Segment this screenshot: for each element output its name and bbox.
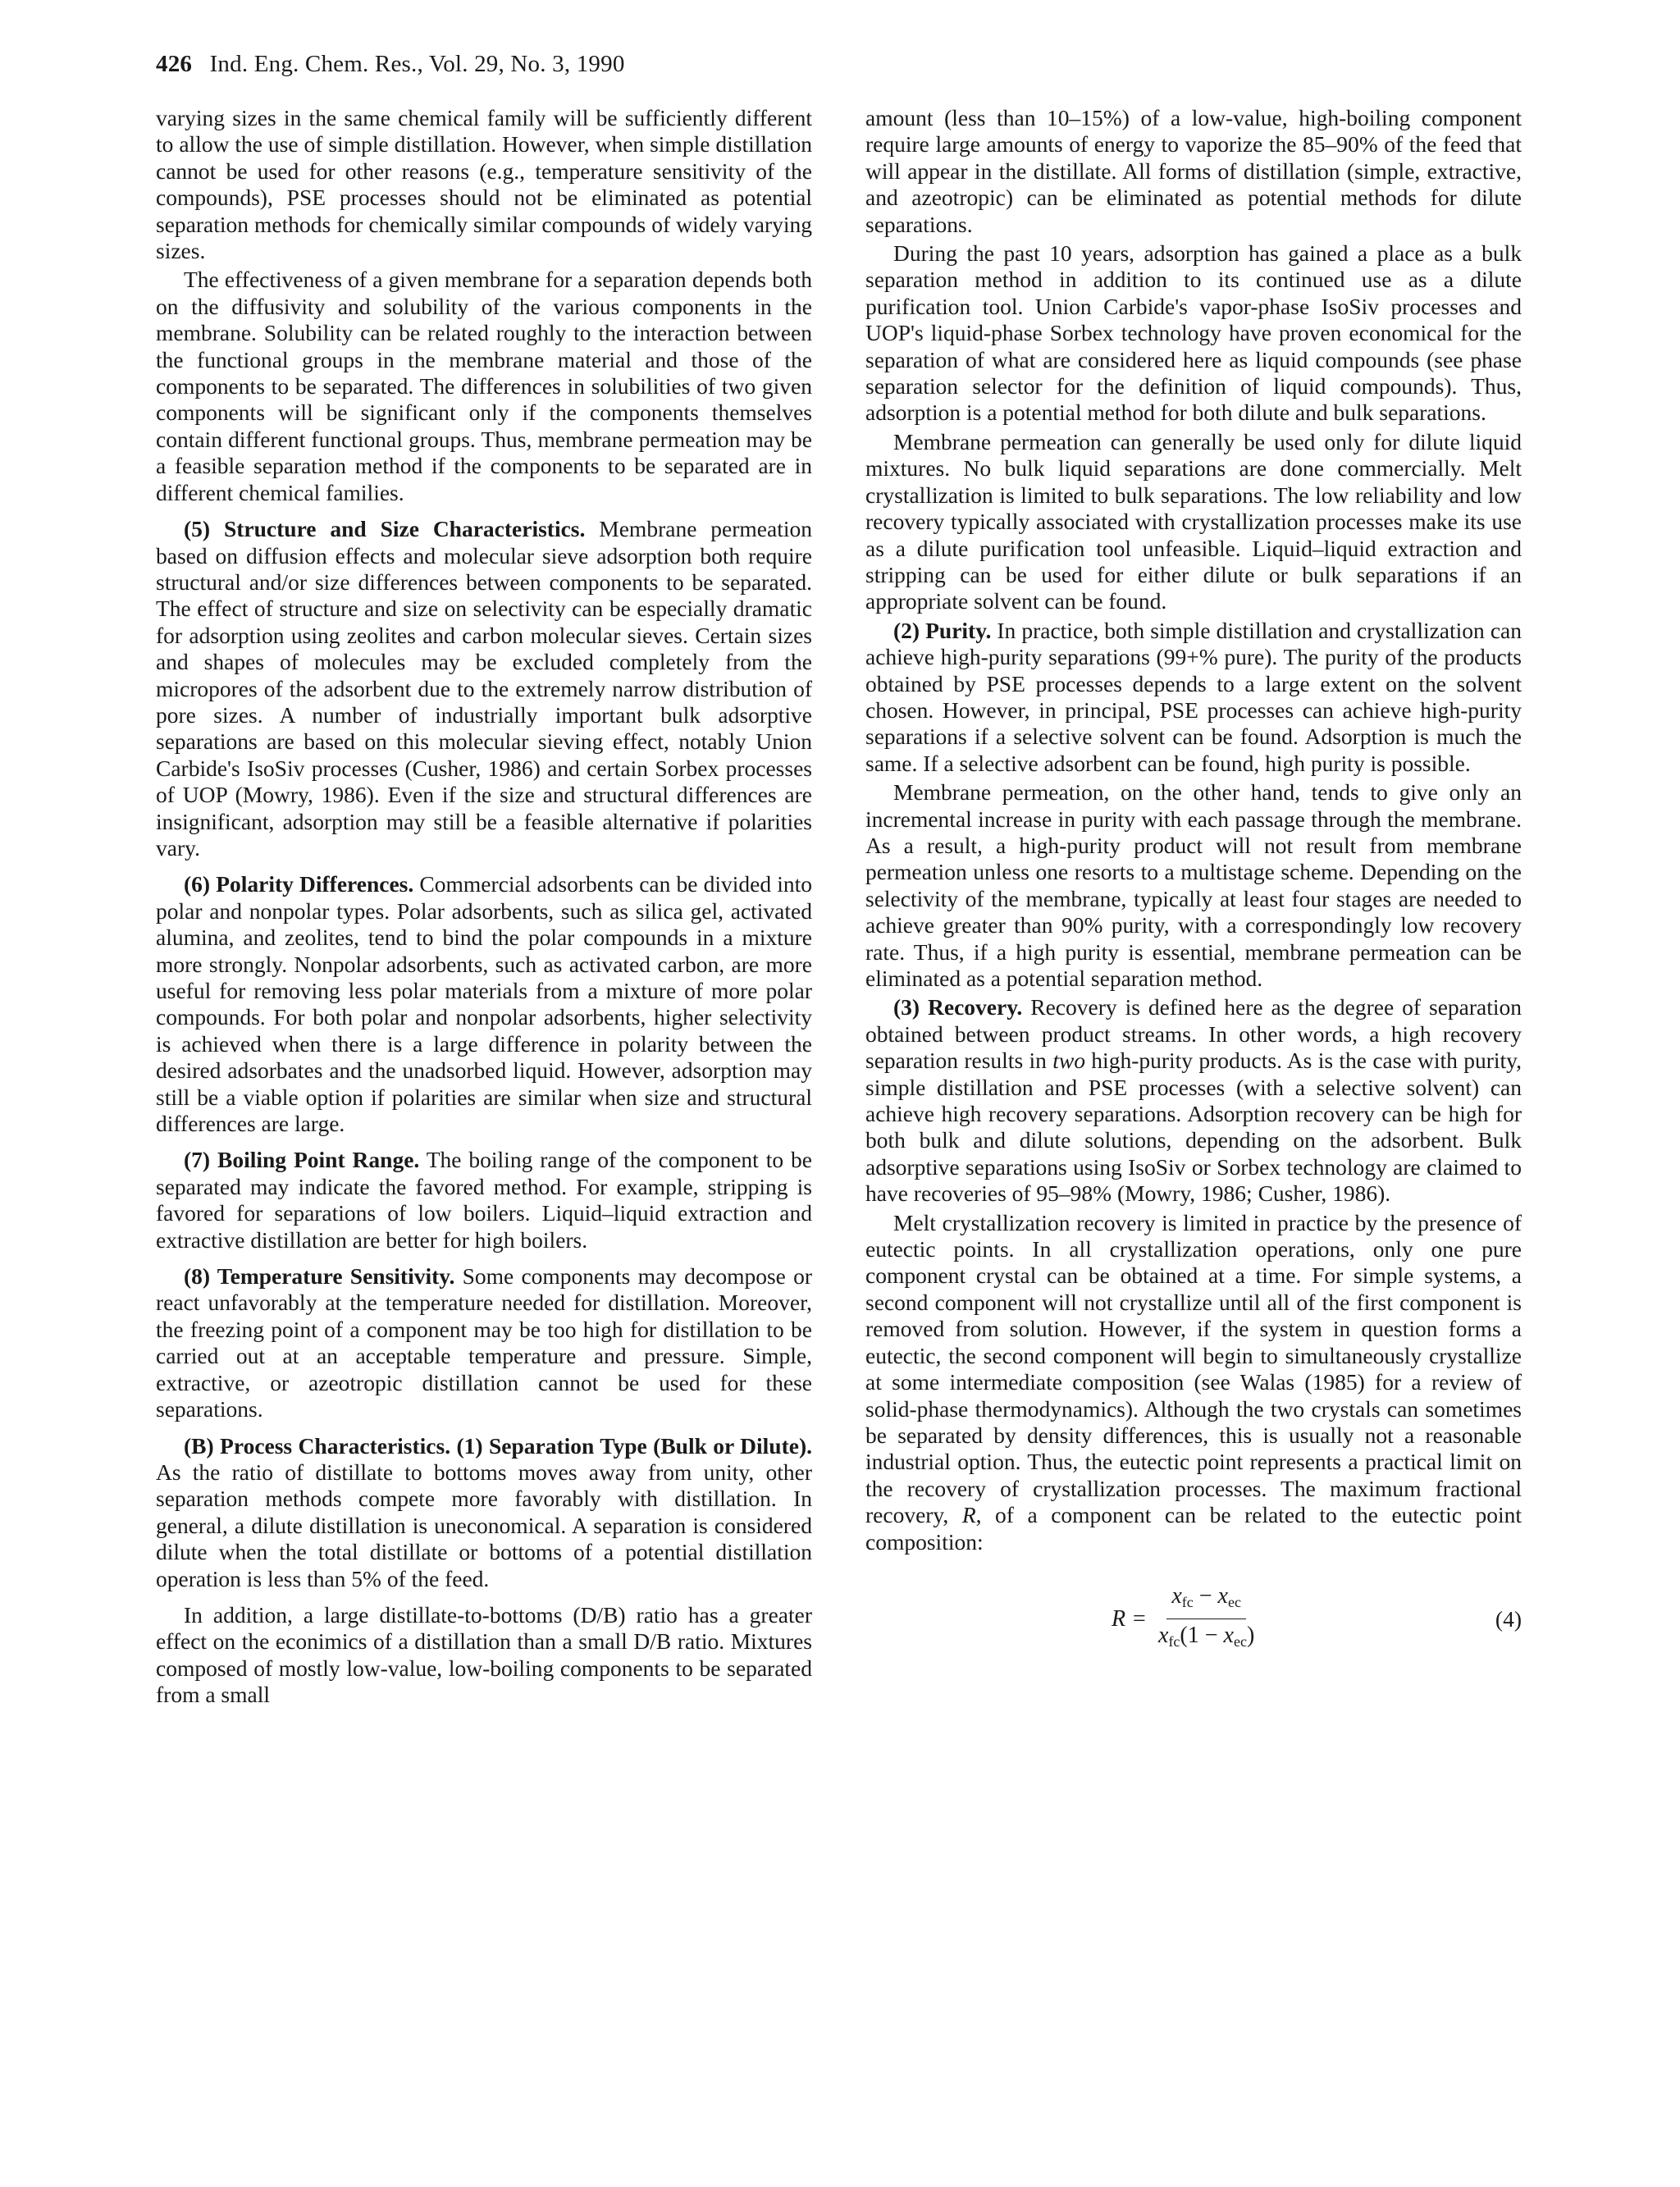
eq-var: x [1217, 1583, 1228, 1609]
equation-4 [865, 1580, 1522, 1659]
page-number: 426 [156, 51, 193, 77]
eq-sub: fc [1168, 1633, 1180, 1651]
section-heading: (5) Structure and Size Characteristics. [184, 516, 586, 542]
paragraph [865, 1210, 1522, 1555]
paragraph: amount (less than 10–15%) of a low-value, high-boiling component require large amounts of energy to vaporize the 85–90% of the feed that will appear in the distillate. All forms of distillation (simple, extractive, and azeotropic) can be eliminated as potential methods for dilute separations. [865, 105, 1522, 237]
section-text: The boiling range of the component to be separated may indicate the favored method. For example, stripping is favored for separations of low boilers. Liquid–liquid extraction and extractive distillation are better for high boilers. [156, 1147, 812, 1253]
section-recovery [865, 994, 1522, 1207]
section-text: In practice, both simple distillation and crystallization can achieve high-purity separations (99+% pure). The purity of the products obtained by PSE processes depends to a large extent on the solvent chosen. However, in principal, PSE processes can achieve high-purity separations if a selective solvent can be found. Adsorption is much the same. If a selective adsorbent can be found, high purity is possible. [865, 617, 1522, 776]
eq-op: − [1193, 1583, 1218, 1609]
paragraph: Membrane permeation, on the other hand, tends to give only an incremental increase in purity with each passage through the membrane. As a result, a high-purity product will not result from membrane permeation unless one resorts to a multistage scheme. Depending on the selectivity of the membrane, typically at least four stages are needed to achieve greater than 90% purity, with a correspondingly low recovery rate. Thus, if a high purity is essential, membrane permeation can be eliminated as a potential separation method. [865, 779, 1522, 991]
equation-denominator [1158, 1619, 1254, 1655]
section-heading: (2) Purity. [893, 617, 992, 643]
journal-citation: Ind. Eng. Chem. Res., Vol. 29, No. 3, 1990 [209, 51, 625, 77]
eq-var: x [1223, 1623, 1234, 1649]
eq-sub: fc [1181, 1594, 1194, 1611]
section-text: Commercial adsorbents can be divided into polar and nonpolar types. Polar adsorbents, such as silica gel, activated alumina, and zeolites, tend to bind the polar compounds in a mixture more strongly. Nonpolar adsorbents, such as activated carbon, are more useful for removing less polar materials from a mixture of more polar compounds. For both polar and nonpolar adsorbents, higher selectivity is achieved when there is a large difference in polarity between the desired adsorbates and the unadsorbed liquid. However, adsorption may still be a viable option if polarities are similar when size and structural differences are large. [156, 871, 812, 1137]
section-text: Membrane permeation based on diffusion effects and molecular sieve adsorption both require structural and/or size differences between components to be separated. The effect of structure and size on selectivity can be especially dramatic for adsorption using zeolites and carbon molecular sieves. Certain sizes and shapes of molecules may be excluded completely from the micropores of the adsorbent due to the extremely narrow distribution of pore sizes. A number of industrially important bulk adsorptive separations are based on this molecular sieving effect, notably Union Carbide's IsoSiv processes (Cusher, 1986) and certain Sorbex processes of UOP (Mowry, 1986). Even if the size and structural differences are insignificant, adsorption may still be a feasible alternative if polarities vary. [156, 516, 812, 861]
paragraph: In addition, a large distillate-to-bottoms (D/B) ratio has a greater effect on the econimics of a distillation than a small D/B ratio. Mixtures composed of mostly low-value, low-boiling components to be separated from a small [156, 1601, 812, 1708]
equation-lhs: R = [1112, 1605, 1147, 1632]
equation-body [1112, 1583, 1254, 1655]
section-temperature [156, 1263, 812, 1422]
emphasis: two [1052, 1048, 1085, 1074]
section-heading: (8) Temperature Sensitivity. [184, 1263, 455, 1290]
eq-sub: ec [1233, 1633, 1247, 1651]
section-heading: (B) Process Characteristics. (1) Separation Type (Bulk or Dilute). [184, 1432, 812, 1459]
paragraph-text: Melt crystallization recovery is limited in practice by the presence of eutectic points. In all crystallization operations, only one pure component crystal can be obtained at a time. For simple systems, a second component will not crystallize until all of the first component is removed from solution. However, if the system in question forms a eutectic, the second component will begin to simultaneously crystallize at some intermediate composition (see Walas (1985) for a review of solid-phase thermodynamics). Although the two crystals can sometimes be separated by density differences, this is usually not a reasonable industrial option. Thus, the eutectic point represents a practical limit on the recovery of crystallization processes. The maximum fractional recovery, [865, 1209, 1522, 1528]
paragraph-text: , of a component can be related to the eutectic point composition: [865, 1502, 1522, 1555]
section-heading: (3) Recovery. [893, 994, 1023, 1020]
section-text: high-purity products. As is the case with purity, simple distillation and PSE processes (with a selective solvent) can achieve high recovery separations. Adsorption recovery can be high for both bulk and dilute solutions, depending on the adsorbent. Bulk adsorptive separations using IsoSiv or Sorbex technology are claimed to have recoveries of 95–98% (Mowry, 1986; Cusher, 1986). [865, 1048, 1522, 1207]
eq-var: x [1171, 1583, 1182, 1609]
section-purity [865, 618, 1522, 777]
eq-sub: ec [1227, 1594, 1241, 1611]
paragraph: Membrane permeation can generally be used only for dilute liquid mixtures. No bulk liquid separations are done commercially. Melt crystallization is limited to bulk separations. The low reliability and low recovery typically associated with crystallization processes make its use as a dilute purification tool unfeasible. Liquid–liquid extraction and stripping can be used for either dilute or bulk separations if an appropriate solvent can be found. [865, 428, 1522, 614]
section-text: Some components may decompose or react unfavorably at the temperature needed for distillation. Moreover, the freezing point of a component may be too high for distillation to be carried out at an acceptable temperature and pressure. Simple, extractive, or azeotropic distillation cannot be used for these separations. [156, 1263, 813, 1422]
section-process-characteristics [156, 1433, 812, 1592]
equation-number: (4) [1495, 1605, 1522, 1632]
equation-numerator [1166, 1583, 1246, 1619]
section-boiling-point [156, 1147, 812, 1253]
paragraph: varying sizes in the same chemical family will be sufficiently different to allow the use of simple distillation. However, when simple distillation cannot be used for other reasons (e.g., temperature sensitivity of the compounds), PSE processes should not be eliminated as potential separation methods for chemically similar compounds of widely varying sizes. [156, 105, 812, 264]
section-text: Recovery is defined here as the degree of separation obtained between product streams. In other words, a high recovery separation results in [865, 994, 1522, 1074]
paragraph: The effectiveness of a given membrane for a separation depends both on the diffusivity and solubility of the various components in the membrane. Solubility can be related roughly to the interaction between the functional groups in the membrane material and those of the components to be separated. The differences in solubilities of two given components will be significant only if the components themselves contain different functional groups. Thus, membrane permeation may be a feasible separation method if the components to be separated are in different chemical families. [156, 267, 812, 505]
eq-op: (1 − [1180, 1623, 1224, 1649]
running-head [156, 51, 625, 78]
section-polarity [156, 871, 812, 1137]
section-text: As the ratio of distillate to bottoms moves away from unity, other separation methods compete more favorably with distillation. In general, a dilute distillation is uneconomical. A separation is considered dilute when the total distillate or bottoms of a potential distillation operation is less than 5% of the feed. [156, 1459, 812, 1591]
section-structure-size [156, 516, 812, 861]
section-heading: (6) Polarity Differences. [184, 871, 414, 897]
right-column [865, 105, 1522, 1659]
section-heading: (7) Boiling Point Range. [184, 1147, 420, 1173]
left-column [156, 105, 812, 1709]
paragraph: During the past 10 years, adsorption has gained a place as a bulk separation method in addition to its continued use as a dilute purification tool. Union Carbide's vapor-phase IsoSiv processes and UOP's liquid-phase Sorbex technology have proven economical for the separation of what are considered here as liquid compounds (see phase separation selector for the definition of liquid compounds). Thus, adsorption is a potential method for both dilute and bulk separations. [865, 240, 1522, 426]
variable-r: R [961, 1502, 976, 1528]
eq-var: x [1158, 1623, 1169, 1649]
equation-fraction [1158, 1583, 1254, 1655]
eq-op: ) [1246, 1623, 1255, 1649]
